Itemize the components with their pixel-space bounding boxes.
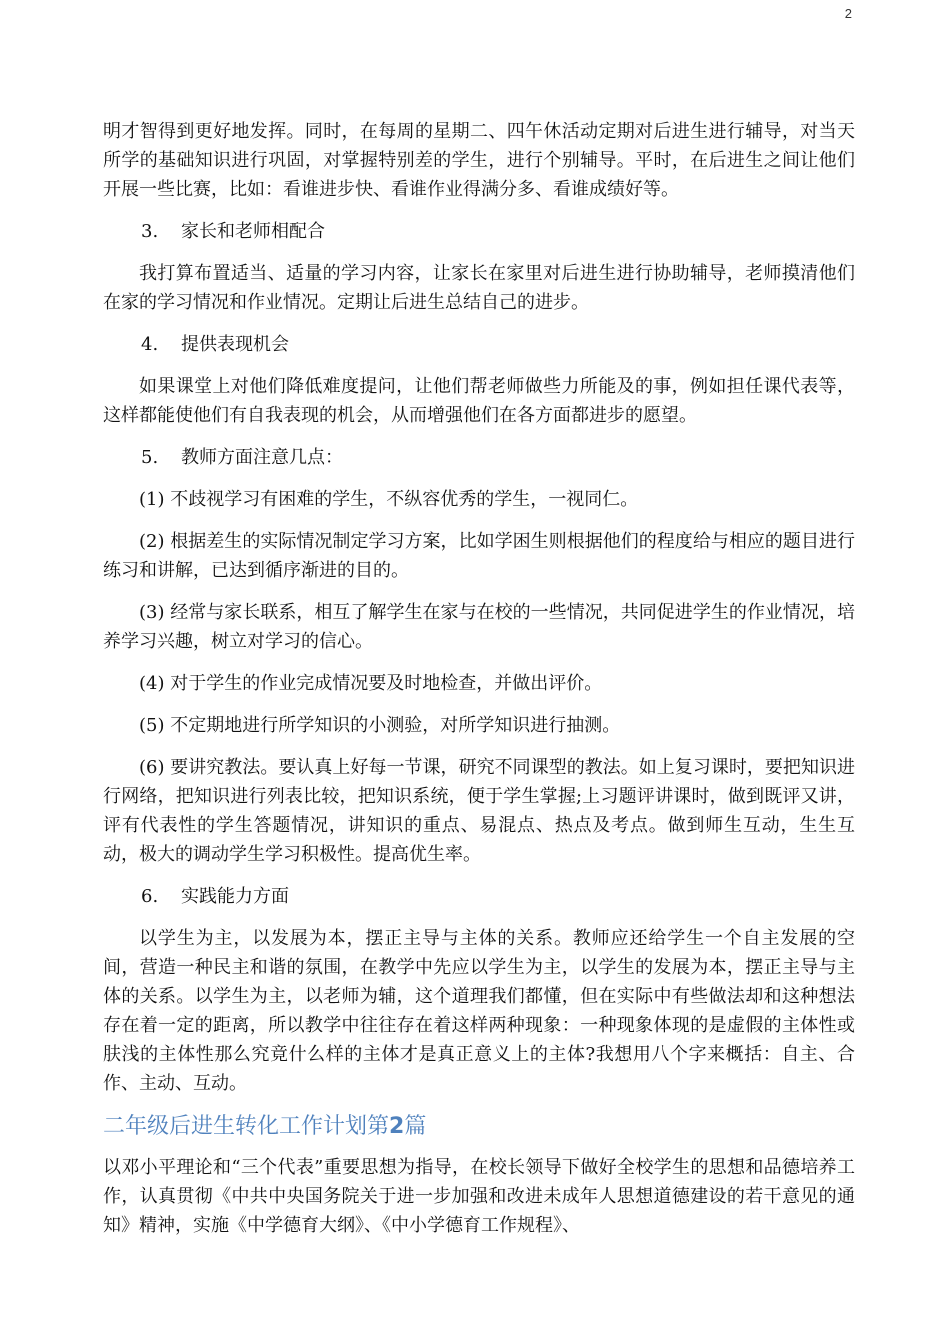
document-body: [103, 117, 855, 1253]
section-heading-text: 二年级后进生转化工作计划第: [103, 1114, 390, 1139]
list-number: 6.: [141, 886, 159, 907]
list-item-heading: [103, 443, 855, 472]
sub-item: (3) 经常与家长联系，相互了解学生在家与在校的一些情况，共同促进学生的作业情况，培养学习兴趣，树立对学习的信心。: [103, 602, 855, 652]
sub-item: (5) 不定期地进行所学知识的小测验，对所学知识进行抽测。: [139, 715, 621, 736]
paragraph: 以邓小平理论和“三个代表”重要思想为指导，在校长领导下做好全校学生的思想和品德培养工作，认真贯彻《中共中央国务院关于进一步加强和改进未成年人思想道德建设的若干意见的通知》精神，实施《中学德育大纲》、《中小学德育工作规程》、: [103, 1157, 855, 1236]
list-heading-text: 实践能力方面: [181, 886, 289, 907]
list-heading-text: 教师方面注意几点：: [181, 447, 343, 468]
paragraph: 如果课堂上对他们降低难度提问，让他们帮老师做些力所能及的事，例如担任课代表等，这样都能使他们有自我表现的机会，从而增强他们在各方面都进步的愿望。: [103, 376, 855, 426]
section-heading-suffix: 篇: [404, 1114, 427, 1139]
list-number: 3.: [141, 221, 159, 242]
section-heading-number: 2: [389, 1114, 405, 1139]
section-heading: [103, 1111, 855, 1143]
paragraph: 我打算布置适当、适量的学习内容，让家长在家里对后进生进行协助辅导，老师摸清他们在家的学习情况和作业情况。定期让后进生总结自己的进步。: [103, 263, 855, 313]
list-number: 5.: [141, 447, 159, 468]
paragraph: 以学生为主，以发展为本，摆正主导与主体的关系。教师应还给学生一个自主发展的空间，营造一种民主和谐的氛围，在教学中先应以学生为主，以学生的发展为本，摆正主导与主体的关系。以学生为主，以老师为辅，这个道理我们都懂，但在实际中有些做法却和这种想法存在着一定的距离，所以教学中往往存在着这样两种现象：一种现象体现的是虚假的主体性或肤浅的主体性那么究竟什么样的主体才是真正意义上的主体?我想用八个字来概括：自主、合作、主动、互动。: [103, 928, 855, 1094]
sub-item: (2) 根据差生的实际情况制定学习方案，比如学困生则根据他们的程度给与相应的题目进行练习和讲解，已达到循序渐进的目的。: [103, 531, 855, 581]
paragraph: 明才智得到更好地发挥。同时，在每周的星期二、四午休活动定期对后进生进行辅导，对当天所学的基础知识进行巩固，对掌握特别差的学生，进行个别辅导。平时，在后进生之间让他们开展一些比赛，比如：看谁进步快、看谁作业得满分多、看谁成绩好等。: [103, 121, 855, 200]
list-item-heading: [103, 882, 855, 911]
list-item-heading: [103, 330, 855, 359]
page-number: 2: [844, 6, 852, 21]
sub-item: (4) 对于学生的作业完成情况要及时地检查，并做出评价。: [139, 673, 603, 694]
list-heading-text: 提供表现机会: [181, 334, 289, 355]
list-heading-text: 家长和老师相配合: [181, 221, 325, 242]
list-item-heading: [103, 217, 855, 246]
sub-item: (1) 不歧视学习有困难的学生，不纵容优秀的学生，一视同仁。: [139, 489, 639, 510]
sub-item: (6) 要讲究教法。要认真上好每一节课，研究不同课型的教法。如上复习课时，要把知识进行网络，把知识进行列表比较，把知识系统，便于学生掌握;上习题评讲课时，做到既评又讲，评有代表性的学生答题情况，讲知识的重点、易混点、热点及考点。做到师生互动，生生互动，极大的调动学生学习积极性。提高优生率。: [103, 757, 855, 865]
list-number: 4.: [141, 334, 159, 355]
